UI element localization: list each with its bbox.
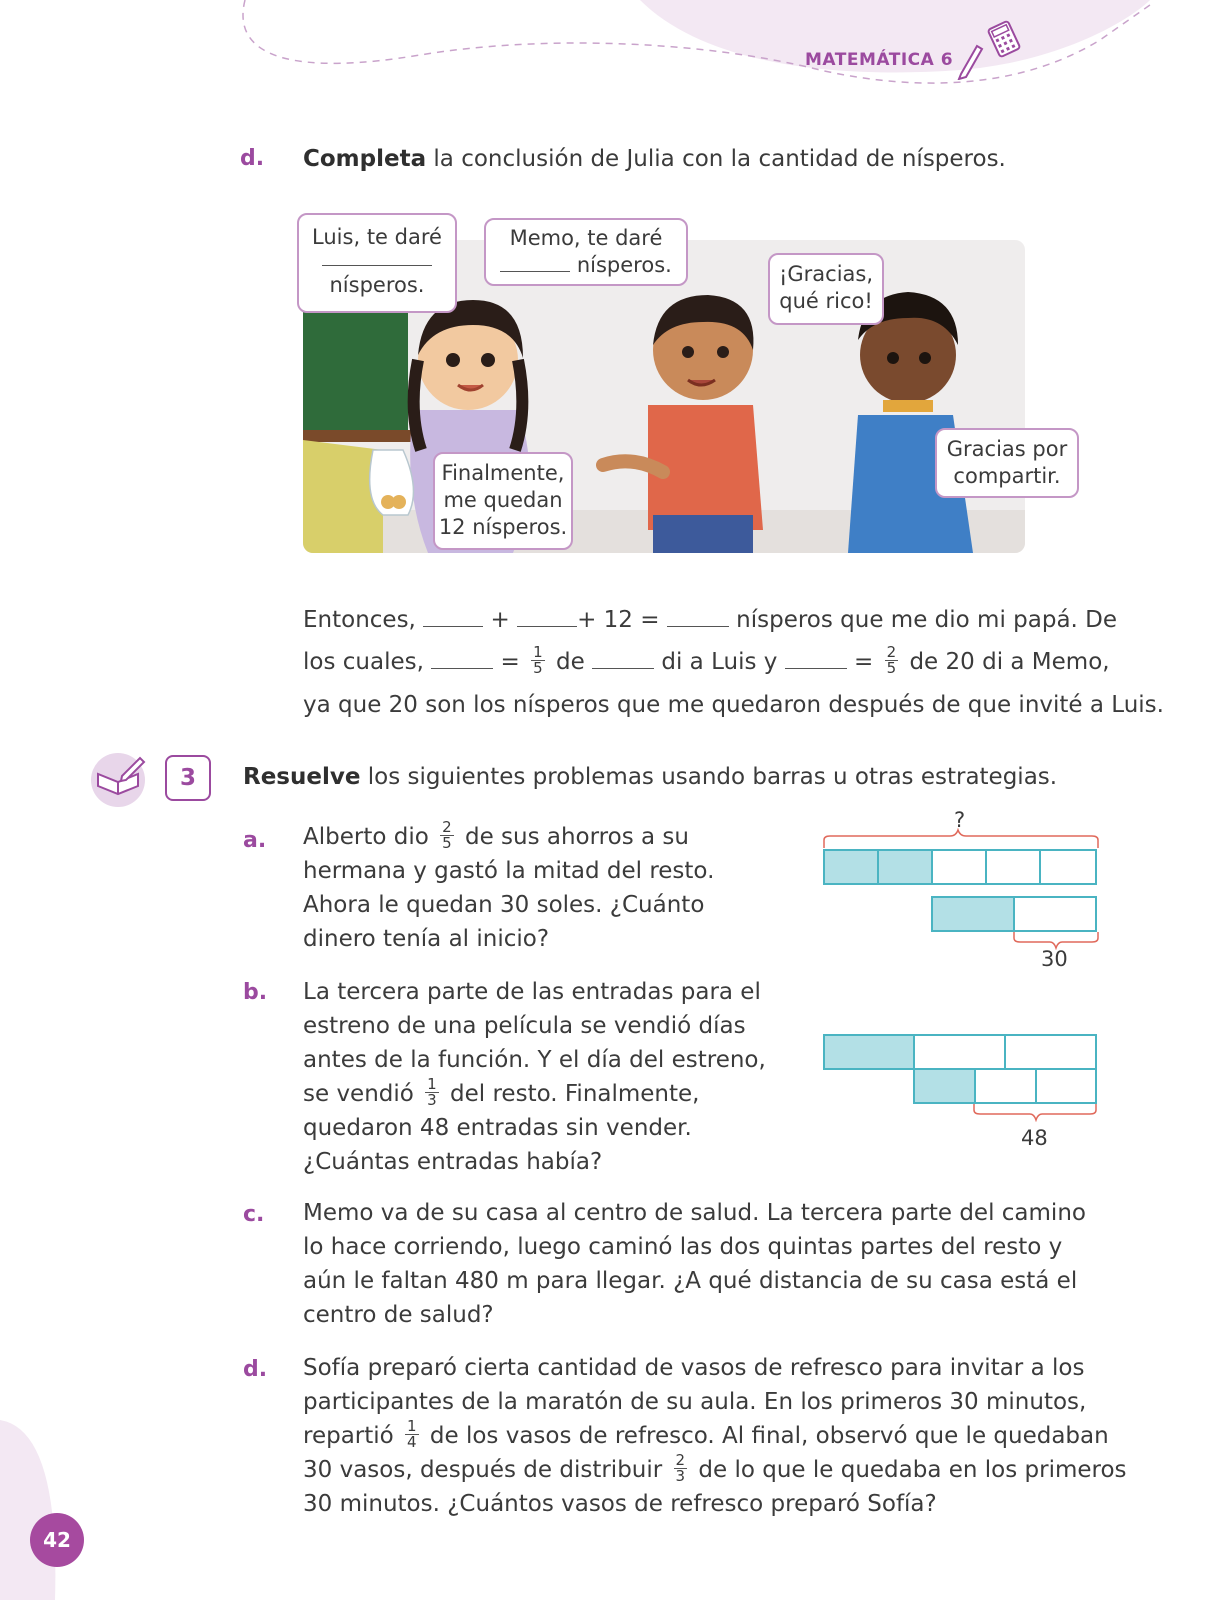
problem-c-text: Memo va de su casa al centro de salud. La tercera parte del camino lo hace corriendo, luego caminó las dos quintas partes del resto y aún le faltan 480 m para llegar. ¿A qué distancia de su casa está el centro de salud?	[303, 1200, 1086, 1328]
bar-a-part	[931, 849, 987, 885]
problem-d-text: Sofía preparó cierta cantidad de vasos de refresco para invitar a los participantes de la maratón de su aula. En los primeros 30 minutos, repartió $\frac{1}{4}$ de los vasos de refresco. Al final, observó que le quedaban 30 vasos, después de distribuir $\frac{2}{3}$ de lo que le quedaba en los primeros 30 minutos. ¿Cuántos vasos de refresco preparó Sofía?	[303, 1355, 1127, 1517]
speech-bubble-memo-thanks: ¡Gracias, qué rico!	[768, 253, 884, 325]
bar-a-part-filled	[823, 849, 879, 885]
activity-number: 3	[165, 755, 211, 801]
book-title: MATEMÁTICA 6	[805, 50, 954, 70]
fraction-one-fourth: $\frac{1}{4}$	[407, 1417, 417, 1451]
bar-b-rest	[1035, 1068, 1097, 1104]
brace-bottom-b	[972, 1102, 1102, 1122]
page-number: 42	[30, 1513, 84, 1567]
answer-blank[interactable]	[423, 608, 483, 627]
section-letter-d: d.	[240, 146, 265, 171]
fraction-two-thirds: $\frac{2}{3}$	[675, 1451, 686, 1485]
problem-letter-c: c.	[243, 1202, 265, 1227]
fraction-one-third: $\frac{1}{3}$	[427, 1075, 437, 1109]
speech-bubble-julia-final: Finalmente, me quedan 12 nísperos.	[433, 452, 573, 550]
answer-blank[interactable]	[785, 650, 847, 669]
header-decoration	[0, 0, 1215, 120]
bar-b-part	[1004, 1034, 1097, 1070]
activity-3-title: Resuelve los siguientes problemas usando barras u otras estrategias.	[243, 764, 1058, 790]
brace-top-a	[822, 828, 1102, 850]
answer-blank[interactable]	[431, 650, 493, 669]
bar-a-part	[985, 849, 1041, 885]
bar-b-rest-filled	[913, 1068, 976, 1104]
diagram-b-value: 48	[1021, 1126, 1048, 1150]
bar-a-part	[1039, 849, 1097, 885]
answer-blank[interactable]	[592, 650, 654, 669]
bar-a-rest	[1013, 896, 1097, 932]
write-book-icon	[88, 750, 150, 808]
bar-a-rest-filled	[931, 896, 1015, 932]
pencil-icon	[955, 40, 985, 80]
fraction-one-fifth: $\frac{1}{5}$	[533, 643, 543, 677]
fraction-two-fifths: $\frac{2}{5}$	[442, 818, 452, 852]
speech-bubble-julia-memo: Memo, te daré nísperos.	[484, 218, 688, 286]
answer-blank[interactable]	[667, 608, 729, 627]
diagram-a-question: ?	[954, 808, 966, 832]
problem-a-text: Alberto dio $\frac{2}{5}$ de sus ahorros a su hermana y gastó la mitad del resto. Ahora le quedan 30 soles. ¿Cuánto dinero tenía al inicio?	[303, 818, 715, 952]
problem-b-text: La tercera parte de las entradas para el estreno de una película se vendió días antes de la función. Y el día del estreno, se vendió $\frac{1}{3}$ del resto. Finalmente, quedaron 48 entradas sin vender. ¿Cuántas entradas había?	[303, 979, 766, 1175]
conclusion-line-3: ya que 20 son los nísperos que me quedaron después de que invité a Luis.	[303, 692, 1164, 718]
bar-b-rest	[974, 1068, 1037, 1104]
section-d-instruction: Completa la conclusión de Julia con la cantidad de nísperos.	[303, 146, 1006, 172]
conclusion-line-2: los cuales, = $\frac{1}{5}$ de di a Luis y = $\frac{2}{5}$ de 20 di a Memo,	[303, 643, 1110, 677]
fraction-two-fifths: $\frac{2}{5}$	[886, 643, 897, 677]
calculator-icon	[985, 20, 1023, 58]
problem-letter-a: a.	[243, 828, 267, 853]
answer-blank[interactable]	[517, 608, 577, 627]
footer-decoration	[0, 1420, 120, 1600]
speech-bubble-luis-thanks: Gracias por compartir.	[935, 428, 1079, 498]
problem-letter-d: d.	[243, 1357, 268, 1382]
speech-bubble-julia-luis: Luis, te daré nísperos.	[297, 213, 457, 313]
blank-line	[322, 259, 432, 266]
bar-a-part-filled	[877, 849, 933, 885]
conclusion-line-1: Entonces, + + 12 = nísperos que me dio mi papá. De	[303, 607, 1118, 633]
bar-b-part-filled	[823, 1034, 915, 1070]
problem-letter-b: b.	[243, 980, 268, 1005]
bar-b-part	[913, 1034, 1006, 1070]
diagram-a-value: 30	[1041, 947, 1068, 971]
